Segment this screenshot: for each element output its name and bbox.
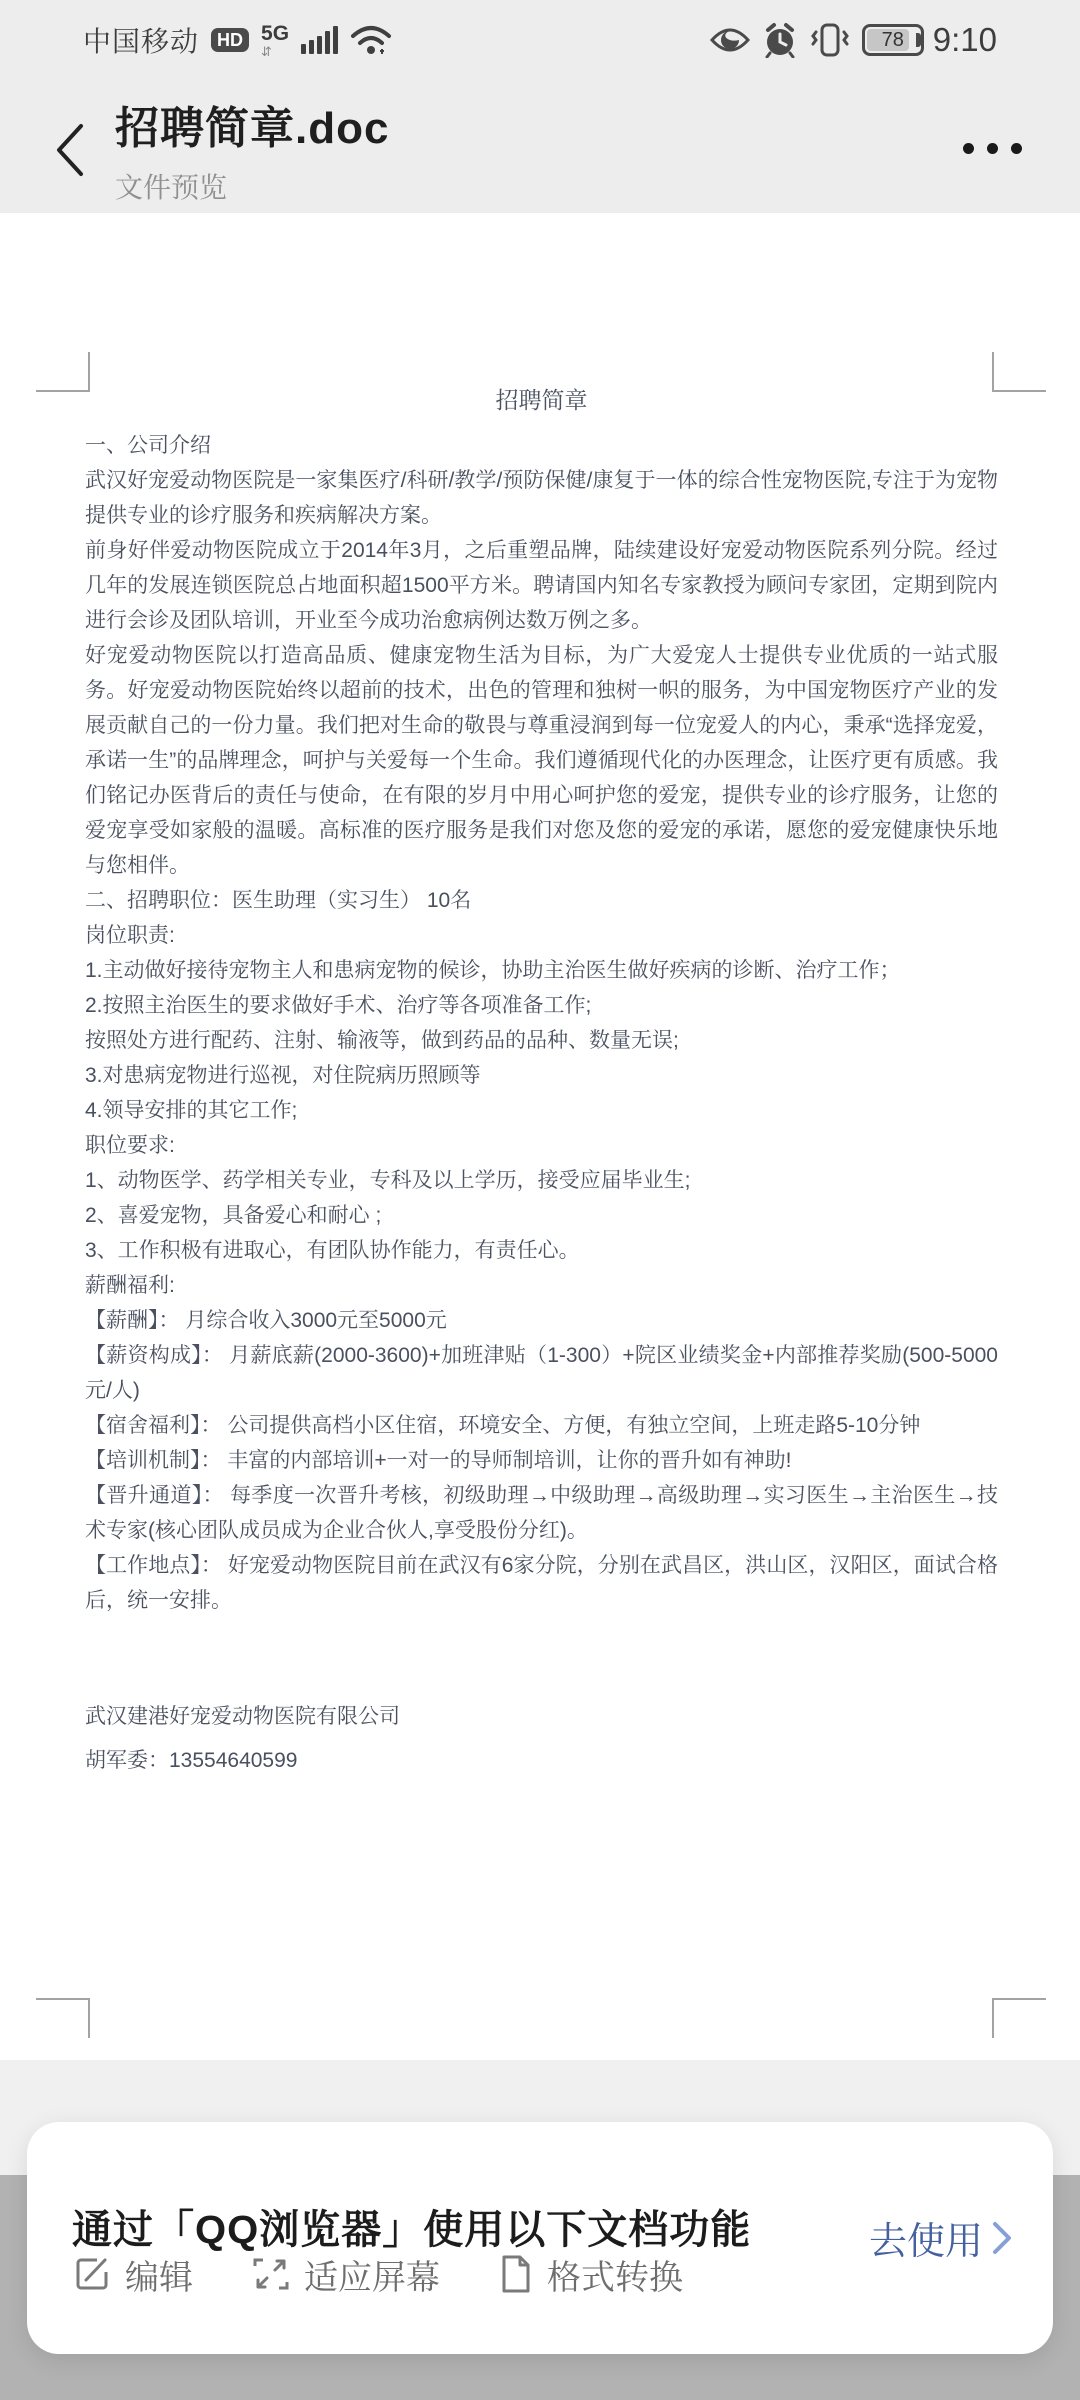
document-title: 招聘简章 xyxy=(495,387,588,413)
doc-paragraph: 2、喜爱宠物，具备爱心和耐心 ; xyxy=(85,1204,382,1227)
bottom-sheet xyxy=(27,2122,1053,2354)
doc-paragraph: 【薪酬】： 月综合收入3000元至5000元 xyxy=(85,1309,447,1332)
edit-button[interactable] xyxy=(72,2250,193,2299)
fit-screen-icon xyxy=(251,2254,291,2294)
file-title: 招聘简章.doc xyxy=(115,104,390,153)
company-name: 武汉建港好宠爱动物医院有限公司 xyxy=(85,1705,400,1728)
hd-badge: HD xyxy=(211,28,249,52)
doc-paragraph: 2.按照主治医生的要求做好手术、治疗等各项准备工作; xyxy=(85,994,592,1017)
format-convert-label: 格式转换 xyxy=(547,2258,683,2297)
doc-paragraph: 好宠爱动物医院以打造高品质、健康宠物生活为目标，为广大爱宠人士提供专业优质的一站式服务。好宠爱动物医院始终以超前的技术，出色的管理和独树一帜的服务，为中国宠物医疗产业的发展贡献自己的一份力量。我们把对生命的敬畏与尊重浸润到每一位宠爱人的内心，秉承“选择宠爱，承诺一生”的品牌理念，呵护与关爱每一个生命。我们遵循现代化的办医理念，让医疗更有质感。我们铭记办医背后的责任与使命，在有限的岁月中用心呵护您的爱宠，提供专业的诊疗服务，让您的爱宠享受如家般的温暖。高标准的医疗服务是我们对您及您的爱宠的承诺，愿您的爱宠健康快乐地与您相伴。 xyxy=(85,644,998,877)
edit-label: 编辑 xyxy=(125,2258,193,2297)
doc-paragraph: 一、公司介绍 xyxy=(85,434,211,457)
doc-paragraph: 岗位职责: xyxy=(85,924,175,947)
doc-paragraph: 1、动物医学、药学相关专业，专科及以上学历，接受应届毕业生; xyxy=(85,1169,691,1192)
doc-paragraph: 武汉好宠爱动物医院是一家集医疗/科研/教学/预防保健/康复于一体的综合性宠物医院,专注于为宠物提供专业的诊疗服务和疾病解决方案。 xyxy=(85,469,998,527)
go-use-button[interactable] xyxy=(869,2210,1013,2265)
fit-screen-button[interactable] xyxy=(251,2250,440,2299)
format-convert-button[interactable] xyxy=(498,2250,683,2299)
status-bar xyxy=(0,0,1080,80)
alarm-icon xyxy=(762,22,798,58)
document-body xyxy=(85,428,998,1618)
document-content xyxy=(85,386,998,1783)
eye-comfort-icon xyxy=(710,26,750,54)
page-corner-mark-top-left xyxy=(36,352,90,392)
more-menu-button[interactable] xyxy=(963,128,1022,168)
doc-paragraph: 按照处方进行配药、注射、输液等，做到药品的品种、数量无误; xyxy=(85,1029,679,1052)
doc-paragraph: 前身好伴爱动物医院成立于2014年3月，之后重塑品牌，陆续建设好宠爱动物医院系列分院。经过几年的发展连锁医院总占地面积超1500平方米。聘请国内知名专家教授为顾问专家团，定期到院内进行会诊及团队培训，开业至今成功治愈病例达数万例之多。 xyxy=(85,539,998,632)
doc-paragraph: 二、招聘职位：医生助理（实习生） 10名 xyxy=(85,889,472,912)
doc-paragraph: 3、工作积极有进取心，有团队协作能力，有责任心。 xyxy=(85,1239,580,1262)
doc-paragraph: 职位要求: xyxy=(85,1134,175,1157)
doc-paragraph: 3.对患病宠物进行巡视，对住院病历照顾等 xyxy=(85,1064,481,1087)
doc-paragraph: 薪酬福利: xyxy=(85,1274,175,1297)
back-chevron-icon xyxy=(53,120,87,180)
back-button[interactable] xyxy=(40,110,100,190)
doc-paragraph: 【培训机制】： 丰富的内部培训+一对一的导师制培训，让你的晋升如有神助! xyxy=(85,1449,792,1472)
network-5g-indicator xyxy=(261,23,289,58)
go-use-label: 去使用 xyxy=(868,2221,983,2263)
page-corner-mark-bottom-left xyxy=(36,1998,90,2038)
doc-paragraph: 4.领导安排的其它工作; xyxy=(85,1099,298,1122)
more-ellipsis-icon xyxy=(963,143,974,154)
doc-paragraph: 1.主动做好接待宠物主人和患病宠物的候诊，协助主治医生做好疾病的诊断、治疗工作； xyxy=(85,959,901,982)
network-type-label: 5G xyxy=(261,21,290,45)
contact-phone: 胡军委：13554640599 xyxy=(85,1749,298,1772)
doc-paragraph: 【薪资构成】： 月薪底薪(2000-3600)+加班津贴（1-300）+院区业绩奖金+内部推荐奖励(500-5000元/人) xyxy=(85,1344,998,1402)
carrier-label: 中国移动 xyxy=(83,26,200,57)
status-right-cluster xyxy=(710,21,997,59)
chevron-right-icon xyxy=(991,2220,1013,2256)
doc-paragraph: 【工作地点】： 好宠爱动物医院目前在武汉有6家分院，分别在武昌区，洪山区，汉阳区，面试合格后，统一安排。 xyxy=(85,1554,998,1612)
doc-spacer xyxy=(85,1618,998,1695)
wifi-icon xyxy=(350,23,392,57)
page-corner-mark-top-right xyxy=(992,352,1046,392)
fit-screen-label: 适应屏幕 xyxy=(304,2258,440,2297)
header-title-block xyxy=(115,92,389,206)
format-convert-icon xyxy=(498,2253,534,2295)
doc-function-items xyxy=(72,2248,683,2300)
clock-time: 9:10 xyxy=(932,21,997,58)
doc-paragraph: 【晋升通道】： 每季度一次晋升考核，初级助理→中级助理→高级助理→实习医生→主治医生→技术专家(核心团队成员成为企业合伙人,享受股份分红)。 xyxy=(85,1484,998,1542)
bottom-sheet-title: 通过「QQ浏览器」使用以下文档功能 xyxy=(72,2208,752,2252)
data-arrows-icon: ⇵ xyxy=(261,43,272,59)
doc-paragraph: 【宿舍福利】： 公司提供高档小区住宿，环境安全、方便，有独立空间，上班走路5-10分钟 xyxy=(85,1414,921,1437)
battery-percent: 78 xyxy=(881,28,904,51)
edit-icon xyxy=(72,2254,112,2294)
file-preview-subtitle: 文件预览 xyxy=(115,172,228,203)
vibrate-icon xyxy=(810,21,850,59)
battery-icon xyxy=(862,24,921,56)
signal-bars-icon xyxy=(301,26,338,54)
page-corner-mark-bottom-right xyxy=(992,1998,1046,2038)
file-preview-header xyxy=(0,80,1080,213)
status-left-cluster xyxy=(83,20,392,60)
